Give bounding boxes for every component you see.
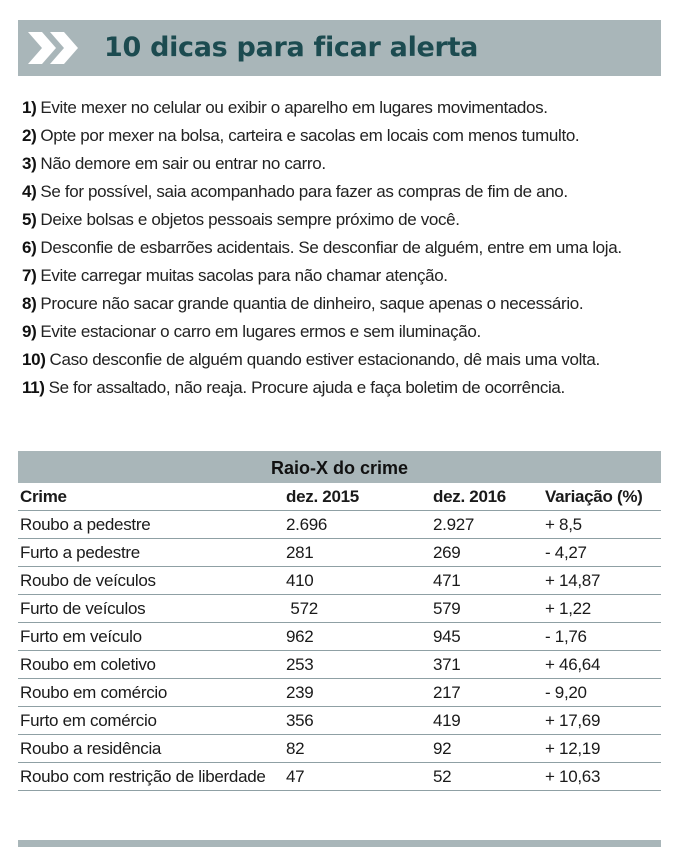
tip-text: Evite carregar muitas sacolas para não chamar atenção. xyxy=(40,266,448,285)
table-title: Raio-X do crime xyxy=(18,451,661,483)
cell-2016: 92 xyxy=(431,735,543,763)
cell-2015: 410 xyxy=(284,567,431,595)
tip-number: 10) xyxy=(22,350,46,369)
cell-crime: Furto de veículos xyxy=(18,595,284,623)
list-item xyxy=(22,122,662,150)
cell-2016: 471 xyxy=(431,567,543,595)
cell-variation: + 1,22 xyxy=(543,595,661,623)
list-item xyxy=(22,206,662,234)
table-row xyxy=(18,707,661,735)
column-header-2016: dez. 2016 xyxy=(431,483,543,511)
table-row xyxy=(18,763,661,791)
column-header-2015: dez. 2015 xyxy=(284,483,431,511)
table-header-row xyxy=(18,483,661,511)
list-item xyxy=(22,262,662,290)
table-row xyxy=(18,623,661,651)
cell-2015: 2.696 xyxy=(284,511,431,539)
cell-2015: 962 xyxy=(284,623,431,651)
tip-number: 3) xyxy=(22,154,37,173)
tip-text: Se for assaltado, não reaja. Procure ajuda e faça boletim de ocorrência. xyxy=(48,378,565,397)
table-row xyxy=(18,539,661,567)
column-header-crime: Crime xyxy=(18,483,284,511)
double-chevron-right-icon xyxy=(26,32,86,64)
table-row xyxy=(18,567,661,595)
table-row xyxy=(18,595,661,623)
tip-text: Evite mexer no celular ou exibir o aparelho em lugares movimentados. xyxy=(40,98,548,117)
list-item xyxy=(22,234,662,262)
table-row xyxy=(18,511,661,539)
page-title: 10 dicas para ficar alerta xyxy=(104,32,479,63)
tip-text: Deixe bolsas e objetos pessoais sempre próximo de você. xyxy=(40,210,460,229)
cell-crime: Roubo em coletivo xyxy=(18,651,284,679)
table-row xyxy=(18,679,661,707)
cell-variation: + 12,19 xyxy=(543,735,661,763)
cell-2016: 269 xyxy=(431,539,543,567)
tip-number: 8) xyxy=(22,294,37,313)
tip-text: Caso desconfie de alguém quando estiver estacionando, dê mais uma volta. xyxy=(49,350,600,369)
cell-variation: + 46,64 xyxy=(543,651,661,679)
cell-2015: 253 xyxy=(284,651,431,679)
tip-number: 7) xyxy=(22,266,37,285)
cell-2015: 572 xyxy=(284,595,431,623)
cell-crime: Roubo com restrição de liberdade xyxy=(18,763,284,791)
cell-2016: 579 xyxy=(431,595,543,623)
cell-variation: + 8,5 xyxy=(543,511,661,539)
column-header-variation: Variação (%) xyxy=(543,483,661,511)
cell-2016: 217 xyxy=(431,679,543,707)
cell-variation: - 4,27 xyxy=(543,539,661,567)
crime-table xyxy=(18,483,661,791)
list-item xyxy=(22,150,662,178)
cell-crime: Furto em comércio xyxy=(18,707,284,735)
cell-2016: 945 xyxy=(431,623,543,651)
cell-2015: 47 xyxy=(284,763,431,791)
tip-number: 2) xyxy=(22,126,37,145)
cell-2015: 82 xyxy=(284,735,431,763)
cell-2015: 281 xyxy=(284,539,431,567)
table-row xyxy=(18,735,661,763)
cell-variation: + 14,87 xyxy=(543,567,661,595)
tip-text: Procure não sacar grande quantia de dinheiro, saque apenas o necessário. xyxy=(40,294,584,313)
tip-number: 1) xyxy=(22,98,37,117)
tips-list xyxy=(22,94,662,402)
list-item xyxy=(22,94,662,122)
cell-variation: + 10,63 xyxy=(543,763,661,791)
cell-2016: 52 xyxy=(431,763,543,791)
tip-text: Não demore em sair ou entrar no carro. xyxy=(40,154,326,173)
cell-2016: 419 xyxy=(431,707,543,735)
cell-crime: Furto em veículo xyxy=(18,623,284,651)
tip-number: 6) xyxy=(22,238,37,257)
header-bar xyxy=(18,20,661,76)
cell-crime: Roubo a pedestre xyxy=(18,511,284,539)
table-row xyxy=(18,651,661,679)
list-item xyxy=(22,318,662,346)
cell-2015: 356 xyxy=(284,707,431,735)
cell-variation: + 17,69 xyxy=(543,707,661,735)
cell-crime: Roubo de veículos xyxy=(18,567,284,595)
cell-2016: 2.927 xyxy=(431,511,543,539)
tip-number: 9) xyxy=(22,322,37,341)
tip-number: 5) xyxy=(22,210,37,229)
tip-number: 11) xyxy=(22,378,45,397)
list-item xyxy=(22,290,662,318)
tip-text: Opte por mexer na bolsa, carteira e sacolas em locais com menos tumulto. xyxy=(40,126,580,145)
list-item xyxy=(22,374,662,402)
cell-2015: 239 xyxy=(284,679,431,707)
cell-variation: - 9,20 xyxy=(543,679,661,707)
cell-2016: 371 xyxy=(431,651,543,679)
cell-crime: Roubo em comércio xyxy=(18,679,284,707)
list-item xyxy=(22,346,662,374)
tip-text: Se for possível, saia acompanhado para fazer as compras de fim de ano. xyxy=(40,182,568,201)
bottom-divider xyxy=(18,840,661,847)
cell-crime: Furto a pedestre xyxy=(18,539,284,567)
tip-text: Desconfie de esbarrões acidentais. Se desconfiar de alguém, entre em uma loja. xyxy=(40,238,622,257)
cell-variation: - 1,76 xyxy=(543,623,661,651)
list-item xyxy=(22,178,662,206)
tip-text: Evite estacionar o carro em lugares ermos e sem iluminação. xyxy=(40,322,481,341)
tip-number: 4) xyxy=(22,182,37,201)
cell-crime: Roubo a residência xyxy=(18,735,284,763)
